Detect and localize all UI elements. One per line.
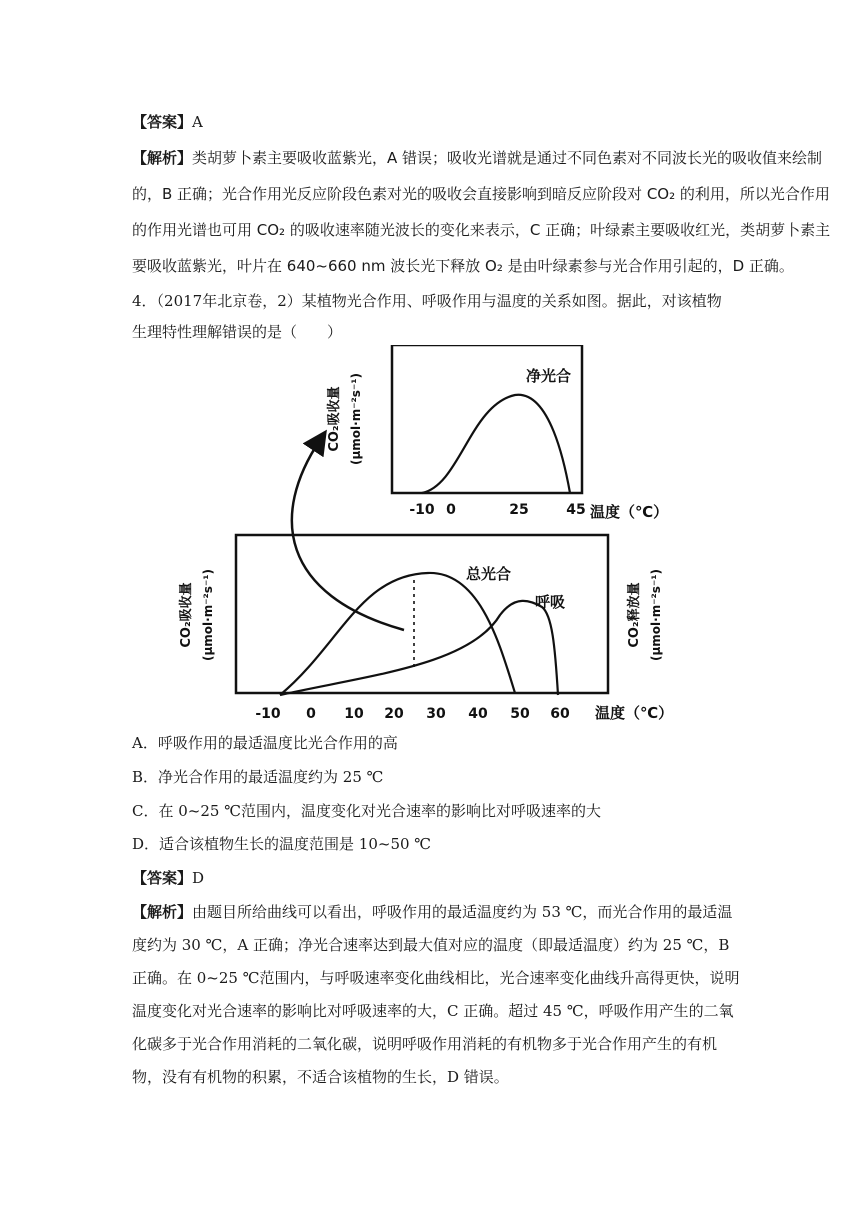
question-4-line-2: 生理特性理解错误的是（ ）: [132, 323, 343, 341]
analysis-2-line-2: 度约为 30 ℃，A 正确；净光合速率达到最大值对应的温度（即最适温度）约为 25 ℃，B: [132, 936, 730, 954]
bottom-xtick: 40: [468, 706, 488, 722]
top-ylabel-unit: (μmol·m⁻²s⁻¹): [349, 372, 363, 466]
option-a: A．呼吸作用的最适温度比光合作用的高: [132, 734, 398, 752]
analysis-1-text-1: 类胡萝卜素主要吸收蓝紫光，A 错误；吸收光谱就是通过不同色素对不同波长光的吸收值来绘制: [192, 149, 823, 167]
top-xtick: 0: [446, 502, 456, 518]
top-xtick: 45: [566, 502, 586, 518]
bottom-xtick: -10: [255, 706, 281, 722]
net-photosynthesis-label: 净光合: [526, 367, 572, 385]
top-xtick: 25: [509, 502, 529, 518]
bottom-xtick: 0: [306, 706, 316, 722]
temperature-figure: [170, 345, 710, 725]
analysis-label: 【解析】: [132, 903, 193, 921]
answer-value: D: [192, 869, 205, 887]
bottom-xtick: 10: [344, 706, 364, 722]
bottom-xtick: 20: [384, 706, 404, 722]
bottom-xtick: 60: [550, 706, 570, 722]
answer-label: 【答案】: [132, 113, 193, 131]
respiration-curve: [280, 601, 558, 695]
temperature-figure-svg: [170, 345, 710, 725]
analysis-1-line-1: [132, 148, 822, 168]
bottom-xtick: 50: [510, 706, 530, 722]
question-4-line-1: 4．（2017年北京卷，2）某植物光合作用、呼吸作用与温度的关系如图。据此，对该植物: [132, 292, 722, 310]
bottom-left-ylabel-main: CO₂吸收量: [179, 582, 194, 648]
net-photosynthesis-curve: [422, 395, 570, 493]
top-xlabel: 温度（℃）: [590, 503, 669, 521]
option-b: B．净光合作用的最适温度约为 25 ℃: [132, 768, 384, 786]
analysis-2-line-5: 化碳多于光合作用消耗的二氧化碳，说明呼吸作用消耗的有机物多于光合作用产生的有机: [132, 1035, 718, 1053]
answer-1: [132, 112, 203, 132]
option-d: D．适合该植物生长的温度范围是 10~50 ℃: [132, 835, 432, 853]
bottom-xtick: 30: [426, 706, 446, 722]
analysis-2-text-1: 由题目所给曲线可以看出，呼吸作用的最适温度约为 53 ℃，而光合作用的最适温: [192, 903, 733, 921]
bottom-left-ylabel-unit: (μmol·m⁻²s⁻¹): [201, 568, 215, 662]
answer-label: 【答案】: [132, 869, 193, 887]
analysis-1-line-4: 要吸收蓝紫光，叶片在 640~660 nm 波长光下释放 O₂ 是由叶绿素参与光合作用引起的，D 正确。: [132, 257, 794, 275]
bottom-xlabel: 温度（℃）: [595, 704, 674, 722]
top-ylabel-main: CO₂吸收量: [327, 386, 342, 452]
analysis-label: 【解析】: [132, 149, 193, 167]
total-photosynthesis-curve: [280, 573, 515, 695]
bottom-right-ylabel-unit: (μmol·m⁻²s⁻¹): [649, 568, 663, 662]
respiration-label: 呼吸: [535, 593, 566, 611]
analysis-2-line-6: 物，没有有机物的积累，不适合该植物的生长，D 错误。: [132, 1068, 509, 1086]
option-c: C．在 0~25 ℃范围内，温度变化对光合速率的影响比对呼吸速率的大: [132, 802, 601, 820]
top-xtick: -10: [409, 502, 435, 518]
answer-value: A: [192, 113, 203, 131]
answer-2: [132, 868, 204, 888]
analysis-2-line-3: 正确。在 0~25 ℃范围内，与呼吸速率变化曲线相比，光合速率变化曲线升高得更快，说明: [132, 969, 740, 987]
bottom-right-ylabel-main: CO₂释放量: [627, 582, 642, 648]
analysis-1-line-3: 的作用光谱也可用 CO₂ 的吸收速率随光波长的变化来表示，C 正确；叶绿素主要吸收红光，类胡萝卜素主: [132, 221, 831, 239]
total-photosynthesis-label: 总光合: [466, 565, 512, 583]
bottom-chart-frame: [236, 535, 608, 693]
analysis-1-line-2: 的，B 正确；光合作用光反应阶段色素对光的吸收会直接影响到暗反应阶段对 CO₂ 的利用，所以光合作用: [132, 185, 830, 203]
analysis-2-line-1: [132, 902, 732, 922]
analysis-2-line-4: 温度变化对光合速率的影响比对呼吸速率的大，C 正确。超过 45 ℃，呼吸作用产生的二氧: [132, 1002, 734, 1020]
